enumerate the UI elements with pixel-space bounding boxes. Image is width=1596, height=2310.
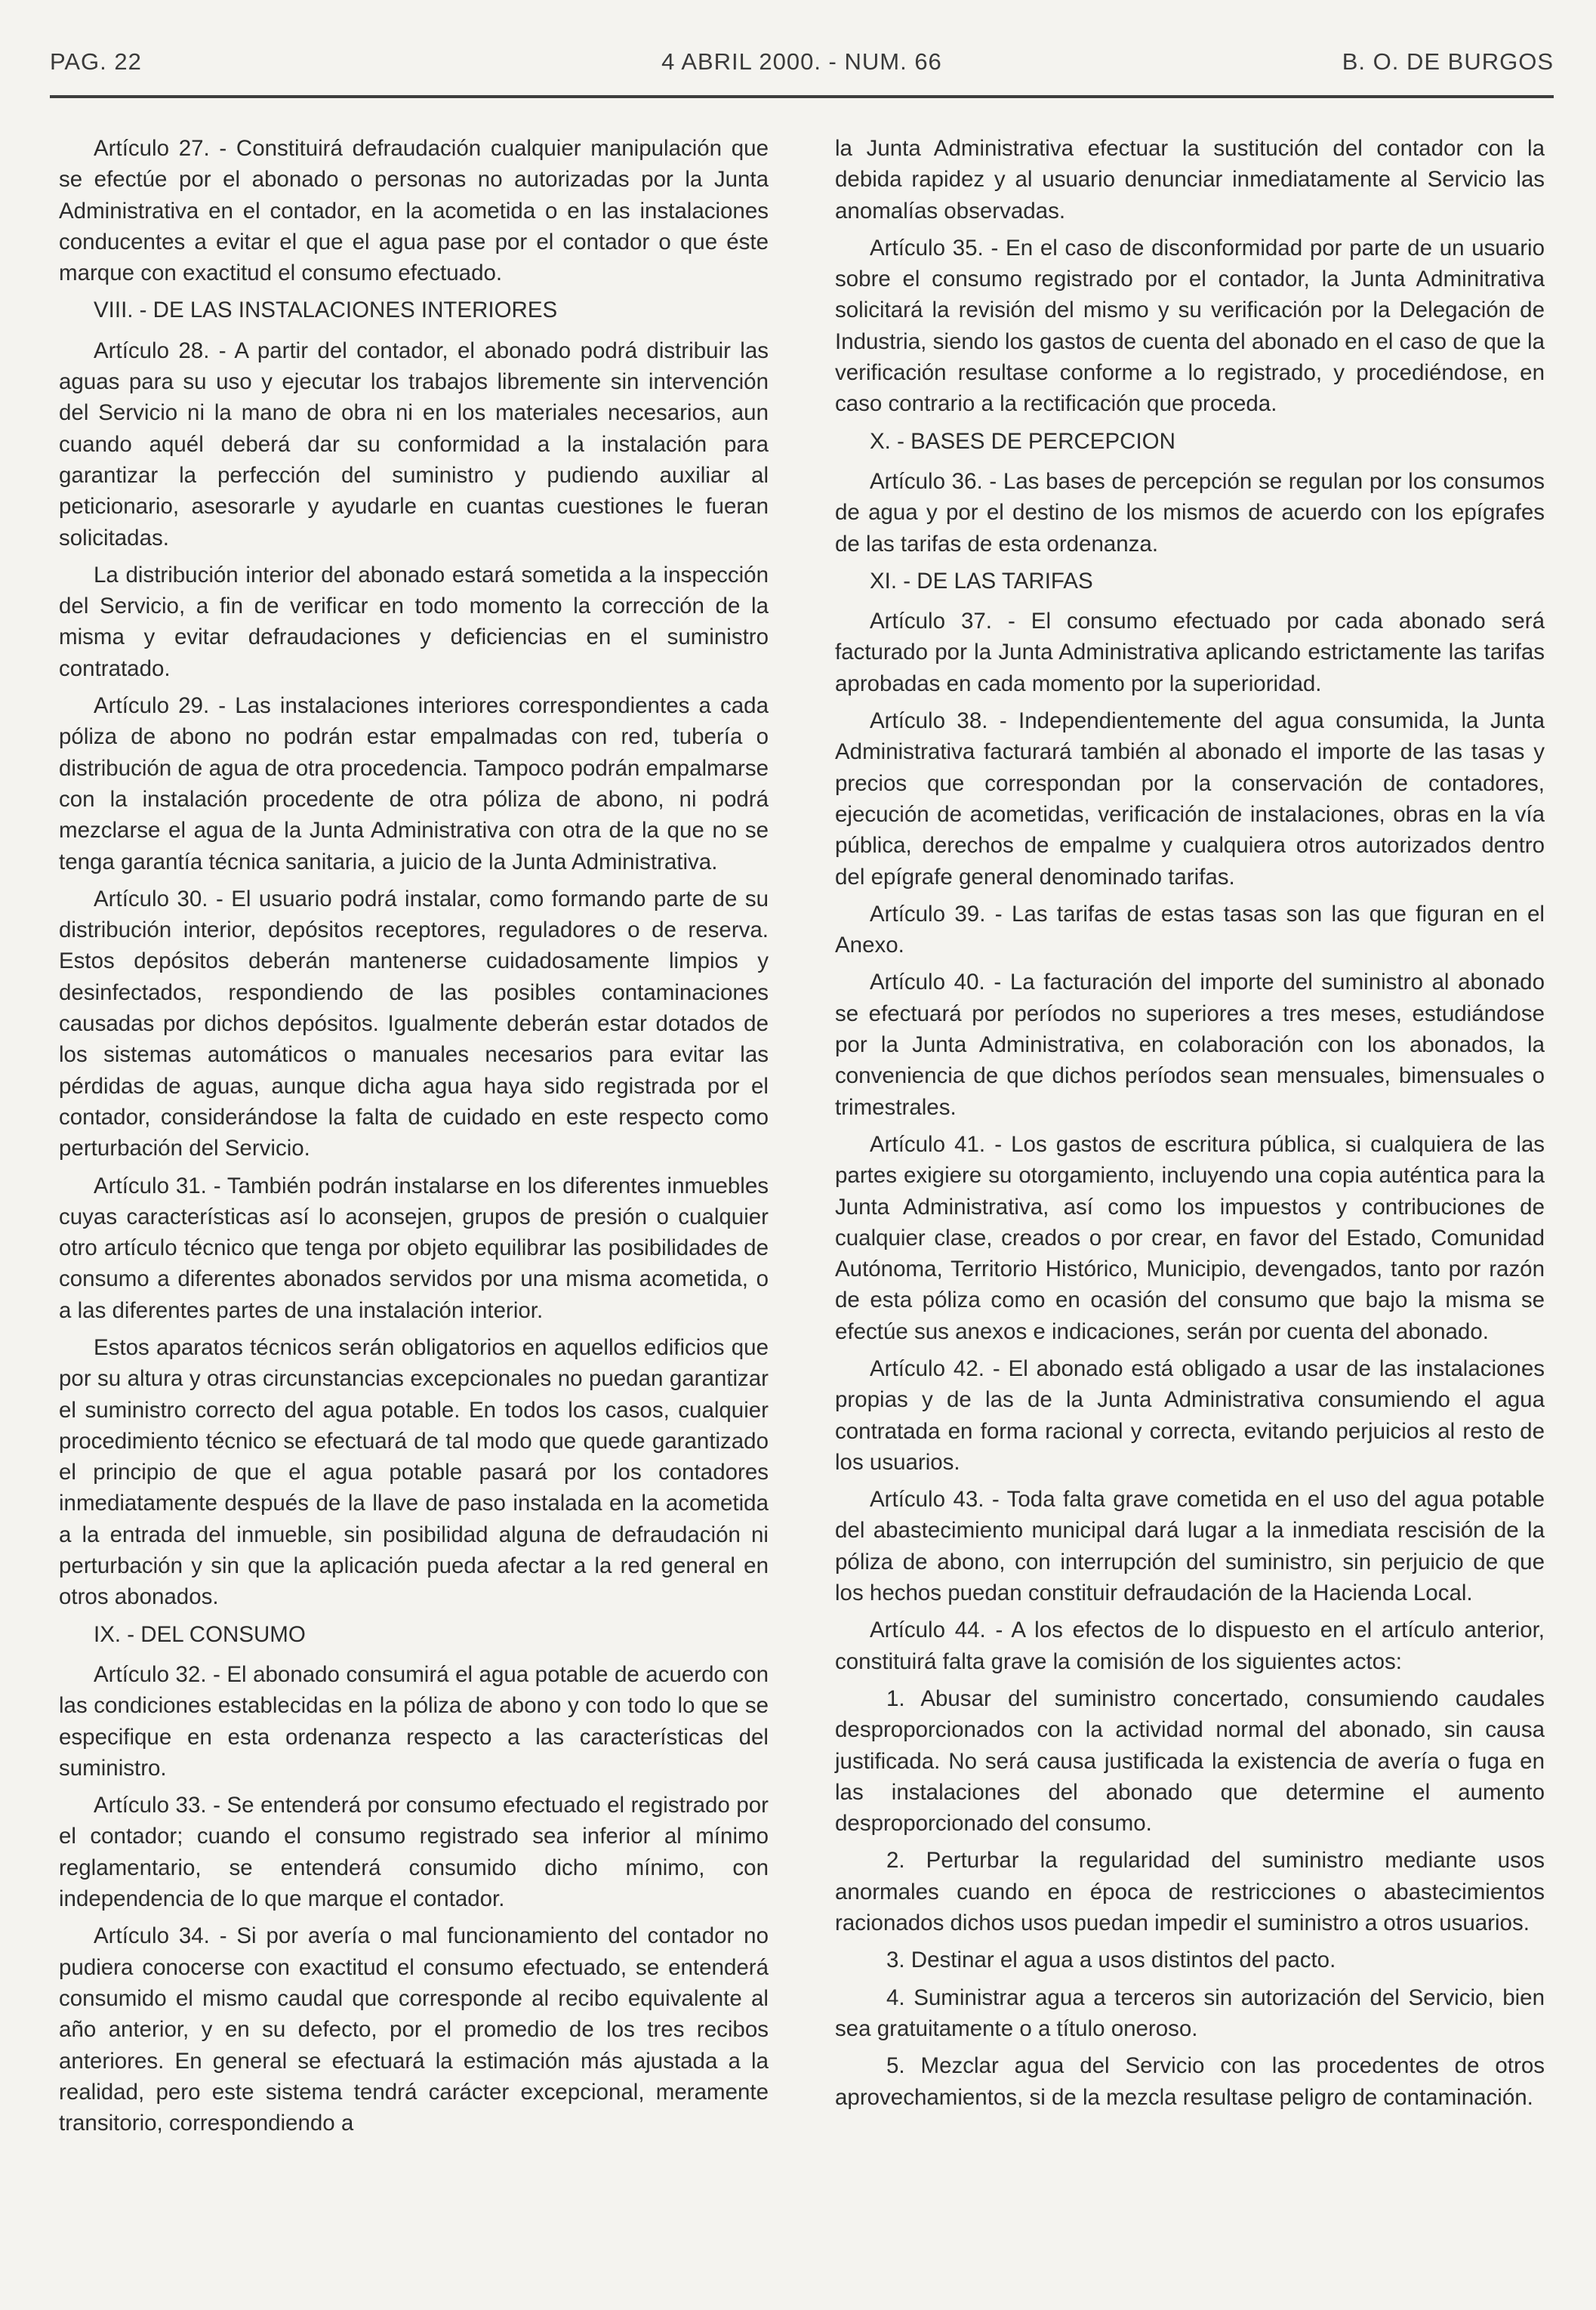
list-item: 4. Suministrar agua a terceros sin autorización del Servicio, bien sea gratuitamente o a título oneroso. bbox=[835, 1985, 1545, 2041]
article-31: Artículo 31. - También podrán instalarse en los diferentes inmuebles cuyas características así lo aconsejen, grupos de presión o cualquier otro artículo técnico que tenga por objeto equilibrar las posibilidades de consumo a diferentes abonados servidos por una misma acometida, o a las diferentes partes de una instalación interior. bbox=[59, 1173, 769, 1323]
article-30: Artículo 30. - El usuario podrá instalar, como formando parte de su distribución interior, depósitos receptores, reguladores o de reserva. Estos depósitos deberán mantenerse cuidadosamente limpios y desinfectados, respondiendo de las posibles contaminaciones causadas por dichos depósitos. Igualmente deberán estar dotados de los sistemas automáticos o manuales necesarios para evitar las pérdidas de aguas, aunque dicha agua haya sido registrada por el contador, considerándose la falta de cuidado en este respecto como perturbación del Servicio. bbox=[59, 886, 769, 1161]
header-rule bbox=[50, 95, 1554, 98]
article-40: Artículo 40. - La facturación del importe del suministro al abonado se efectuará por períodos no superiores a tres meses, estudiándose por la Junta Administrativa, en colaboración con los abonados, la conveniencia de que dichos períodos sean mensuales, bimensuales o trimestrales. bbox=[835, 970, 1545, 1120]
page-number: PAG. 22 bbox=[50, 48, 142, 75]
article-36: Artículo 36. - Las bases de percepción se regulan por los consumos de agua y por el destino de los mismos de acuerdo con los epígrafes de las tarifas de esta ordenanza. bbox=[835, 468, 1545, 557]
article-28-paragraph-2: La distribución interior del abonado estará sometida a la inspección del Servicio, a fin de verificar en todo momento la corrección de la misma y evitar defraudaciones y deficiencias en el suministro contratado. bbox=[59, 562, 769, 681]
article-32: Artículo 32. - El abonado consumirá el agua potable de acuerdo con las condiciones establecidas en la póliza de abono y con todo lo que se especifique en esta ordenanza respecto a las características del suministro. bbox=[59, 1661, 769, 1781]
list-item: 2. Perturbar la regularidad del suministro mediante usos anormales cuando en época de restricciones o abastecimientos racionados dichos usos puedan impedir el suministro a otros usuarios. bbox=[835, 1848, 1545, 1936]
section-heading-viii: VIII. - DE LAS INSTALACIONES INTERIORES bbox=[94, 298, 558, 323]
article-28: Artículo 28. - A partir del contador, el abonado podrá distribuir las aguas para su uso y ejecutar los trabajos libremente sin intervención del Servicio ni la mano de obra ni en los materiales necesarios, aun cuando aquél deberá dar su conformidad a la instalación para garantizar la perfección del suministro y pudiendo auxiliar al peticionario, asesorarle y ayudarle en cuantas cuestiones le fueran solicitadas. bbox=[59, 338, 769, 551]
article-34: Artículo 34. - Si por avería o mal funcionamiento del contador no pudiera conocerse con exactitud el consumo efectuado, se entenderá consumido el mismo caudal que corresponde al recibo equivalente al año anterior, y en su defecto, por el promedio de los tres recibos anteriores. En general se efectuará la estimación más ajustada a la realidad, pero este sistema tendrá carácter excepcional, meramente transitorio, correspondiendo a bbox=[59, 1923, 769, 2136]
article-27: Artículo 27. - Constituirá defraudación cualquier manipulación que se efectúe por el abonado o personas no autorizadas por la Junta Administrativa en el contador, en la acometida o en las instalaciones conducentes a evitar el que el agua pase por el contador o que éste marque con exactitud el consumo efectuado. bbox=[59, 136, 769, 286]
article-33: Artículo 33. - Se entenderá por consumo efectuado el registrado por el contador; cuando el consumo registrado sea inferior al mínimo reglamentario, se entenderá consumido dicho mínimo, con independencia de lo que marque el contador. bbox=[59, 1793, 769, 1912]
page-header bbox=[50, 42, 1554, 85]
section-heading-xi: XI. - DE LAS TARIFAS bbox=[870, 568, 1093, 594]
article-43: Artículo 43. - Toda falta grave cometida en el uso del agua potable del abastecimiento municipal dará lugar a la inmediata rescisión de la póliza de abono, con interrupción del suministro, sin perjuicio de que los hechos puedan constituir defraudación de la Hacienda Local. bbox=[835, 1487, 1545, 1606]
article-34-continuation: la Junta Administrativa efectuar la sustitución del contador con la debida rapidez y al usuario denunciar inmediatamente al Servicio las anomalías observadas. bbox=[835, 136, 1545, 224]
article-44: Artículo 44. - A los efectos de lo dispuesto en el artículo anterior, constituirá falta grave la comisión de los siguientes actos: bbox=[835, 1618, 1545, 1674]
article-38: Artículo 38. - Independientemente del agua consumida, la Junta Administrativa facturará también al abonado el importe de las tasas y precios que correspondan por la conservación de contadores, ejecución de acometidas, verificación de instalaciones, obras en la vía pública, derechos de empalme y cualquiera otros autorizados dentro del epígrafe general denominado tarifas. bbox=[835, 708, 1545, 890]
left-column bbox=[59, 133, 769, 2145]
issue-date: 4 ABRIL 2000. - NUM. 66 bbox=[661, 48, 942, 75]
list-item: 5. Mezclar agua del Servicio con las procedentes de otros aprovechamientos, si de la mezcla resultase peligro de contaminación. bbox=[835, 2053, 1545, 2110]
section-heading-x: X. - BASES DE PERCEPCION bbox=[870, 428, 1175, 454]
article-41: Artículo 41. - Los gastos de escritura pública, si cualquiera de las partes exigiere su otorgamiento, incluyendo una copia auténtica para la Junta Administrativa, así como los impuestos y contribuciones de cualquier clase, creados o por crear, en favor del Estado, Comunidad Autónoma, Territorio Histórico, Municipio, devengados, tanto por razón de esta póliza como en ocasión del consumo que bajo la misma se efectúe sus anexos e indicaciones, serán por cuenta del abonado. bbox=[835, 1131, 1545, 1344]
section-heading-ix: IX. - DEL CONSUMO bbox=[94, 1621, 306, 1647]
article-31-paragraph-2: Estos aparatos técnicos serán obligatorios en aquellos edificios que por su altura y otras circunstancias excepcionales no puedan garantizar el suministro correcto del agua potable. En todos los casos, cualquier procedimiento técnico se efectuará de tal modo que quede garantizado el principio de que el agua potable pasará por los contadores inmediatamente después de la llave de paso instalada en la acometida a la entrada del inmueble, sin posibilidad alguna de defraudación ni perturbación y sin que la aplicación pueda afectar a la red general en otros abonados. bbox=[59, 1334, 769, 1610]
article-39: Artículo 39. - Las tarifas de estas tasas son las que figuran en el Anexo. bbox=[835, 901, 1545, 958]
list-item: 1. Abusar del suministro concertado, consumiendo caudales desproporcionados con la actividad normal del abonado, sin causa justificada. No será causa justificada la existencia de avería o fuga en las instalaciones del abonado que determine el aumento desproporcionado del consumo. bbox=[835, 1685, 1545, 1837]
article-35: Artículo 35. - En el caso de disconformidad por parte de un usuario sobre el consumo registrado por el contador, la Junta Adminitrativa solicitará la revisión del mismo y su verificación por la Delegación de Industria, siendo los gastos de cuenta del abonado en el caso de que la verificación resultase conforme a lo registrado, y procediéndose, en caso contrario a la rectificación que proceda. bbox=[835, 235, 1545, 417]
publication-name: B. O. DE BURGOS bbox=[1342, 48, 1554, 75]
right-column bbox=[835, 133, 1545, 2119]
article-29: Artículo 29. - Las instalaciones interiores correspondientes a cada póliza de abono no podrán estar empalmadas con red, tubería o distribución de agua de otra procedencia. Tampoco podrán empalmarse con la instalación procedente de otra póliza de abono, ni podrá mezclarse el agua de la Junta Administrativa con otra de la que no se tenga garantía técnica sanitaria, a juicio de la Junta Administrativa. bbox=[59, 693, 769, 874]
article-42: Artículo 42. - El abonado está obligado a usar de las instalaciones propias y de las de la Junta Administrativa consumiendo el agua contratada en forma racional y correcta, evitando perjuicios al resto de los usuarios. bbox=[835, 1355, 1545, 1475]
article-37: Artículo 37. - El consumo efectuado por cada abonado será facturado por la Junta Administrativa aplicando estrictamente las tarifas aprobadas en cada momento por la superioridad. bbox=[835, 609, 1545, 696]
list-item: 3. Destinar el agua a usos distintos del pacto. bbox=[886, 1948, 1336, 1973]
